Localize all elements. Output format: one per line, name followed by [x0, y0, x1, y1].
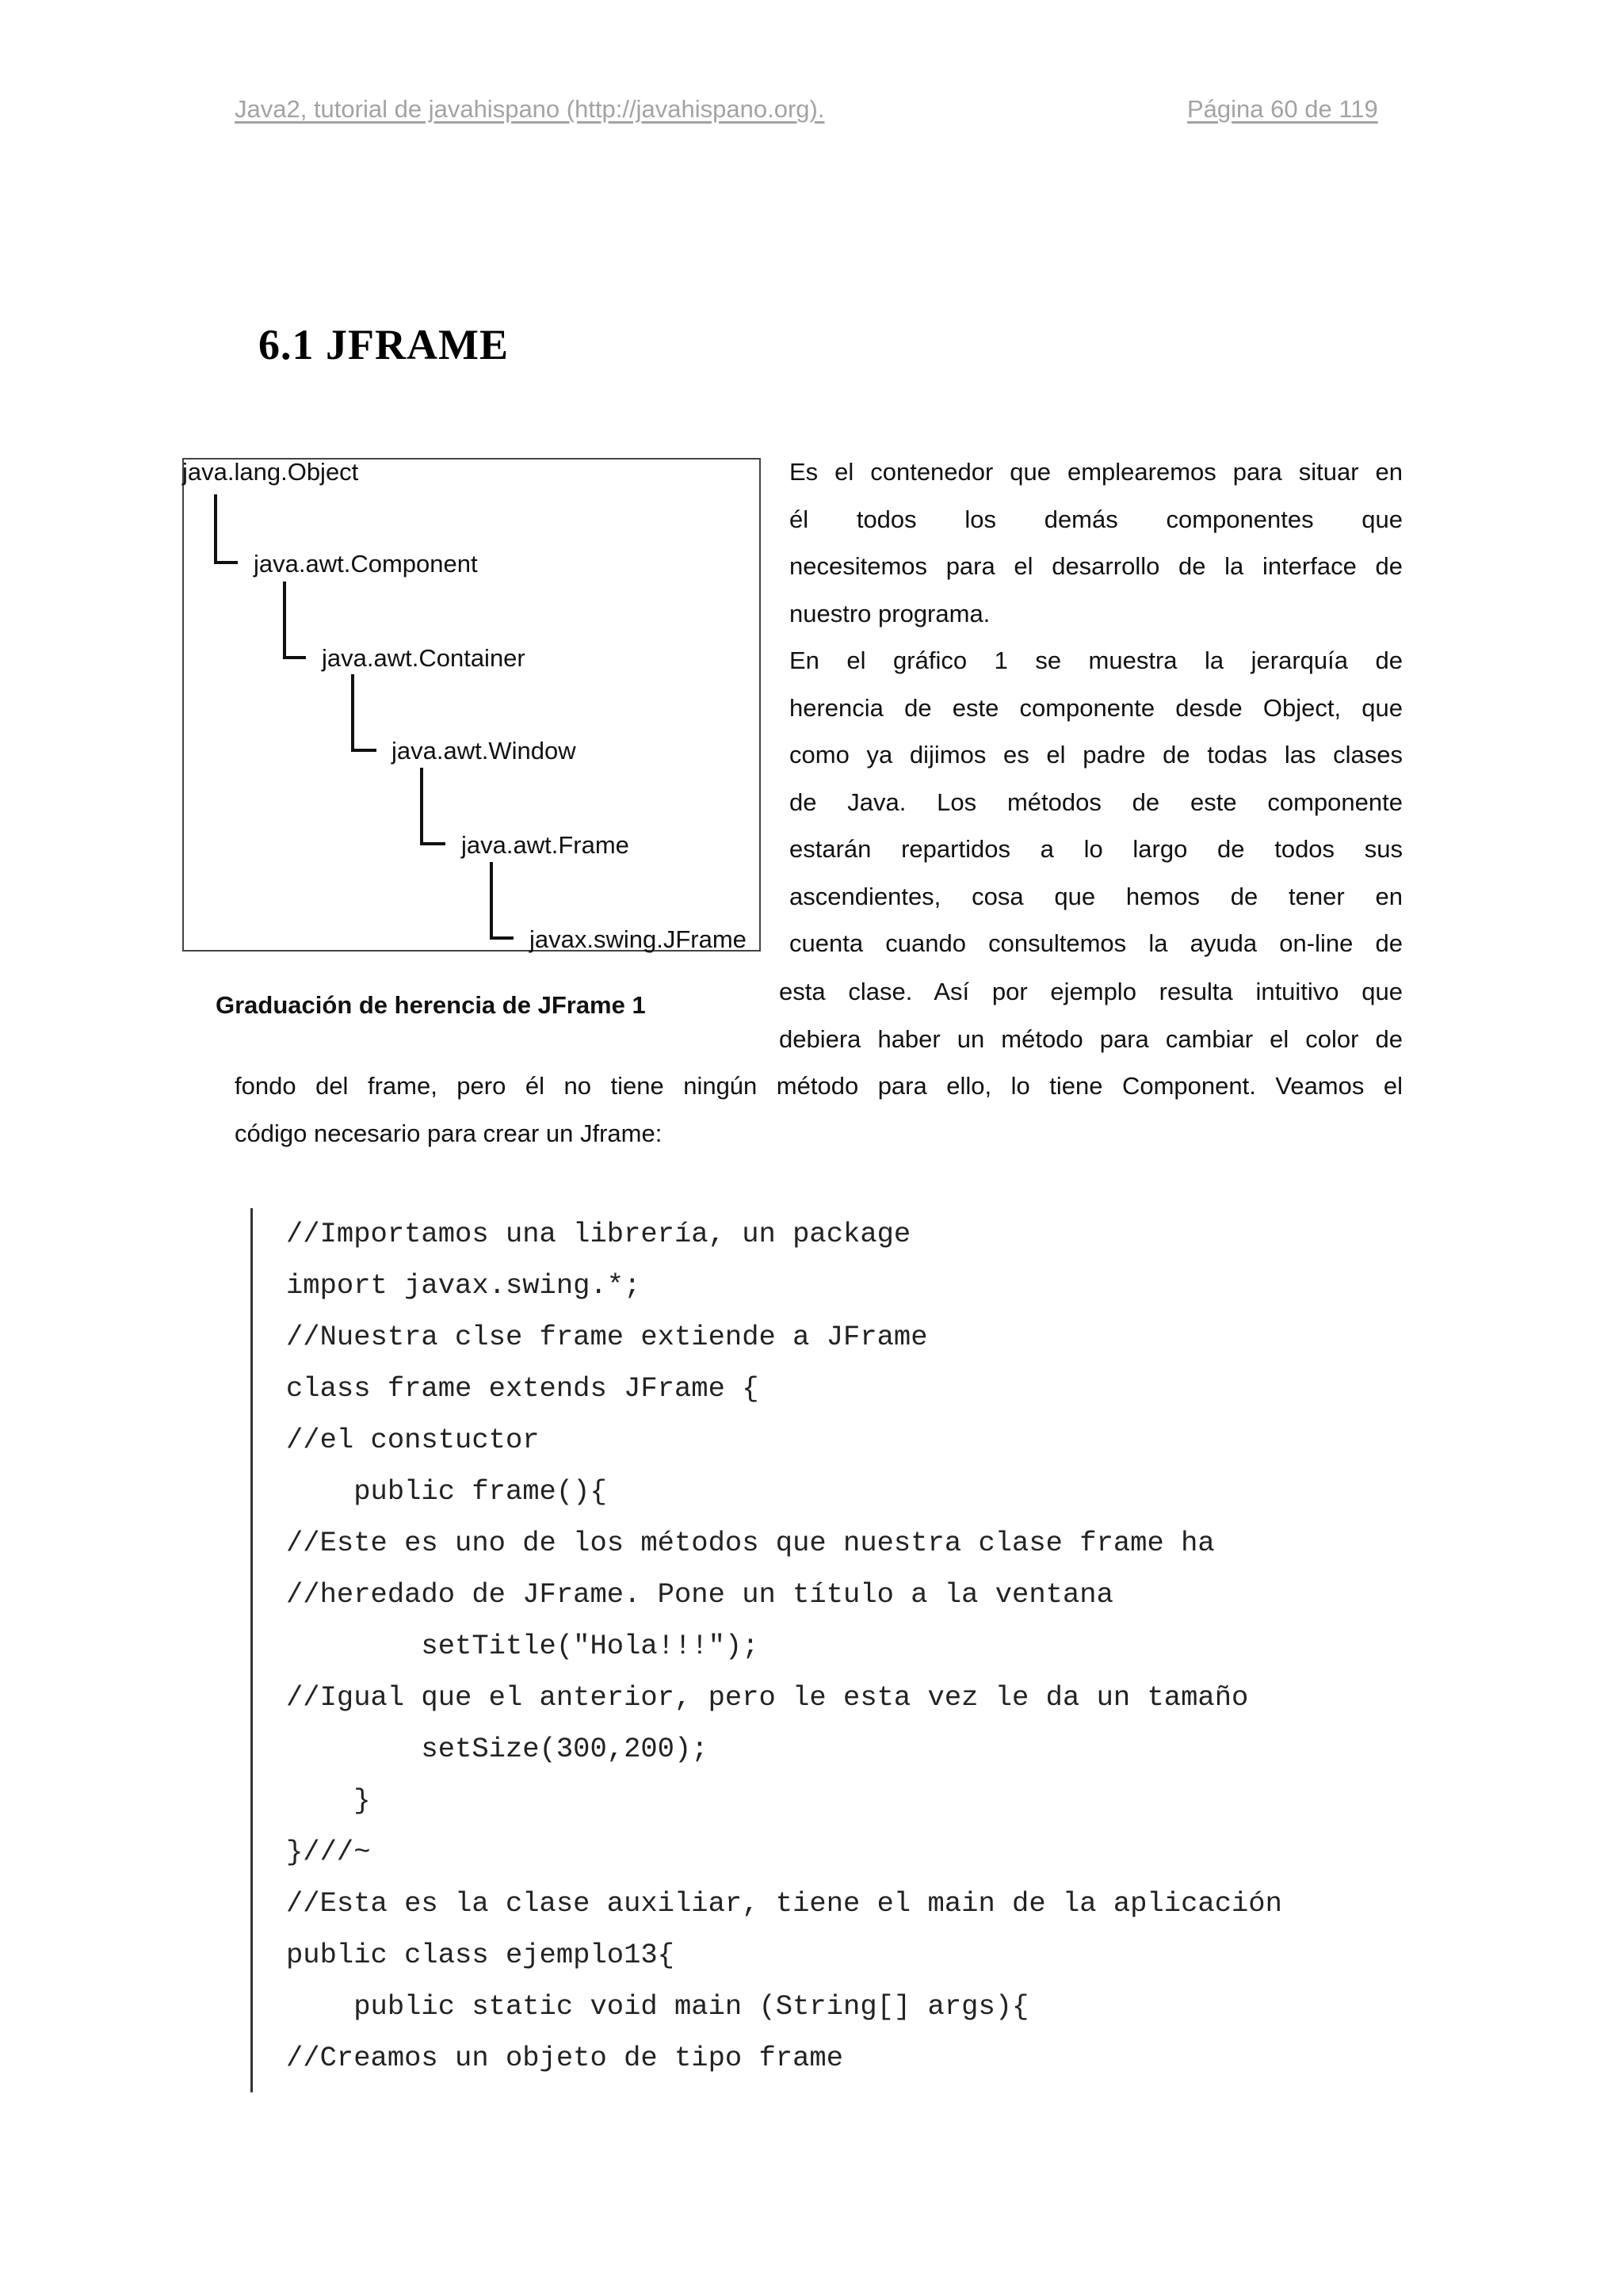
code-line: //Igual que el anterior, pero le esta vez le da un tamaño	[286, 1681, 1249, 1714]
header-document-title: Java2, tutorial de javahispano (http://javahispano.org).	[235, 95, 825, 123]
intro-paragraph	[789, 448, 1403, 967]
node-java-awt-window: java.awt.Window	[391, 737, 576, 765]
connector-window-frame	[422, 768, 445, 844]
text-line: debiera haber un método para cambiar el color de	[779, 1024, 1403, 1053]
node-java-awt-frame: java.awt.Frame	[461, 831, 629, 859]
text-line: cuenta cuando consultemos la ayuda on-line de	[789, 929, 1403, 957]
code-line: //Esta es la clase auxiliar, tiene el main de la aplicación	[286, 1887, 1282, 1920]
code-line: }	[286, 1784, 371, 1817]
code-line: import javax.swing.*;	[286, 1269, 641, 1302]
code-block	[250, 1208, 1403, 2092]
inheritance-connectors	[184, 460, 762, 953]
text-line: nuestro programa.	[789, 599, 991, 627]
code-line: //heredado de JFrame. Pone un título a la ventana	[286, 1578, 1113, 1611]
text-line: estarán repartidos a lo largo de todos sus	[789, 835, 1403, 863]
node-java-awt-container: java.awt.Container	[322, 644, 525, 672]
section-title: 6.1 JFRAME	[258, 321, 509, 368]
figure-caption: Graduación de herencia de JFrame 1	[216, 991, 646, 1019]
connector-container-window	[353, 674, 376, 750]
code-line: public frame(){	[286, 1475, 607, 1508]
connector-component-container	[285, 582, 306, 658]
code-line: setTitle("Hola!!!");	[286, 1630, 759, 1662]
node-java-awt-component: java.awt.Component	[254, 550, 478, 578]
connector-frame-jframe	[491, 862, 514, 938]
full-width-paragraph	[235, 1062, 1403, 1157]
node-java-lang-object: java.lang.Object	[182, 458, 359, 486]
text-line: ascendientes, cosa que hemos de tener en	[789, 882, 1403, 910]
code-line: //Nuestra clse frame extiende a JFrame	[286, 1321, 928, 1353]
text-line: herencia de este componente desde Object, que	[789, 693, 1403, 722]
text-line: de Java. Los métodos de este componente	[789, 788, 1403, 816]
text-line: él todos los demás componentes que	[789, 505, 1403, 533]
text-line: necesitemos para el desarrollo de la interface de	[789, 552, 1403, 580]
node-javax-swing-jframe: javax.swing.JFrame	[529, 925, 747, 953]
wrap-paragraph	[779, 968, 1403, 1062]
text-line: código necesario para crear un Jframe:	[235, 1119, 663, 1147]
connector-object-component	[216, 494, 238, 563]
text-line: En el gráfico 1 se muestra la jerarquía de	[789, 646, 1403, 674]
code-line: }///~	[286, 1836, 371, 1868]
code-line: public class ejemplo13{	[286, 1939, 674, 1971]
code-line: //Este es uno de los métodos que nuestra clase frame ha	[286, 1527, 1215, 1559]
code-line: //Creamos un objeto de tipo frame	[286, 2042, 844, 2074]
code-line: //Importamos una librería, un package	[286, 1218, 911, 1250]
text-line: esta clase. Así por ejemplo resulta intuitivo que	[779, 978, 1403, 1005]
code-line: class frame extends JFrame {	[286, 1372, 759, 1405]
inheritance-diagram	[182, 458, 761, 952]
text-line: fondo del frame, pero él no tiene ningún método para ello, lo tiene Component. Veamos el	[235, 1072, 1403, 1100]
code-line: setSize(300,200);	[286, 1733, 708, 1765]
header-page-number: Página 60 de 119	[1187, 95, 1378, 123]
code-line: //el constuctor	[286, 1424, 540, 1456]
code-line: public static void main (String[] args){	[286, 1990, 1029, 2023]
text-line: como ya dijimos es el padre de todas las clases	[789, 741, 1403, 769]
text-line: Es el contenedor que emplearemos para situar en	[789, 458, 1403, 486]
